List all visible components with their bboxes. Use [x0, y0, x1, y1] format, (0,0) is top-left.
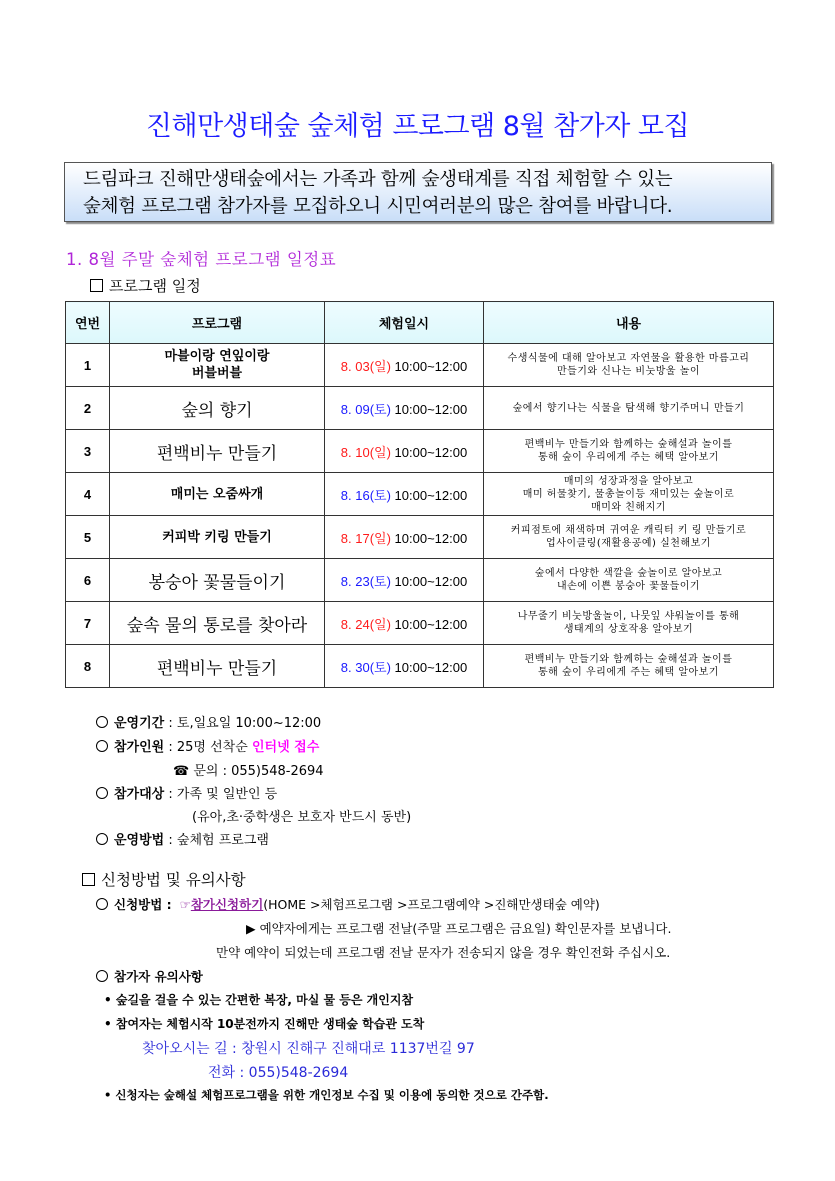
cell-no: 3 — [66, 430, 110, 473]
cell-content — [484, 387, 774, 430]
desc-line-2: 통해 숲이 우리에게 주는 혜택 알아보기 — [538, 452, 719, 463]
op-target-label: 참가대상 — [114, 787, 165, 802]
desc-line-1: 나무줄기 비눗방울놀이, 나뭇잎 샤워놀이를 통해 — [517, 611, 740, 622]
time-label: 10:00~12:00 — [394, 573, 468, 589]
directions-address: 찾아오시는 길 : 창원시 진해구 진해대로 1137번길 97 — [142, 1041, 475, 1057]
desc-line-1: 커피점토에 채색하며 귀여운 캐릭터 키 링 만들기로 — [510, 525, 747, 536]
time-label: 10:00~12:00 — [394, 659, 468, 675]
cell-no: 6 — [66, 559, 110, 602]
table-row — [66, 344, 774, 387]
cell-content — [484, 602, 774, 645]
desc-line-1: 편백비누 만들기와 함께하는 숲해설과 놀이를 — [524, 654, 733, 665]
desc-line-2: 내손에 이쁜 봉숭아 꽃물들이기 — [556, 581, 701, 592]
op-method-label: 운영방법 — [114, 833, 165, 848]
op-method-value: 숲체험 프로그램 — [176, 833, 269, 848]
section-1-heading: 1. 8월 주말 숲체험 프로그램 일정표 — [66, 250, 337, 269]
cell-no: 7 — [66, 602, 110, 645]
notice-1: ▶ 예약자에게는 프로그램 전날(주말 프로그램은 금요일) 확인문자를 보냅니다. — [246, 921, 672, 936]
intro-line-1: 드림파크 진해만생태숲에서는 가족과 함께 숲생태계를 직접 체험할 수 있는 — [83, 169, 673, 190]
pointing-hand-icon: ☞ — [179, 897, 191, 912]
schedule-subheading — [90, 275, 201, 296]
desc-line-1: 숲에서 향기나는 식물을 탐색해 향기주머니 만들기 — [512, 402, 745, 414]
table-row — [66, 387, 774, 430]
cell-content — [484, 473, 774, 516]
date-label: 8. 03(일) — [340, 358, 391, 374]
directions-phone: 전화 : 055)548-2694 — [208, 1065, 349, 1081]
table-row — [66, 516, 774, 559]
apply-method-label: 신청방법 : — [114, 897, 172, 912]
op-inquiry — [173, 760, 324, 779]
op-participants-label: 참가인원 — [114, 740, 165, 755]
op-target-note: (유아,초·중학생은 보호자 반드시 동반) — [192, 810, 412, 825]
date-label: 8. 16(토) — [340, 487, 391, 503]
header-content: 내용 — [484, 302, 774, 344]
cell-program: 숲의 향기 — [110, 387, 325, 430]
cell-datetime — [325, 602, 484, 645]
header-no: 연번 — [66, 302, 110, 344]
apply-link[interactable]: 참가신청하기 — [190, 897, 264, 912]
circle-bullet-icon — [96, 740, 108, 752]
time-label: 10:00~12:00 — [394, 444, 468, 460]
caution-heading — [96, 967, 203, 985]
caution-label: 참가자 유의사항 — [114, 969, 203, 984]
date-label: 8. 24(일) — [340, 616, 391, 632]
program-line-1: 마블이랑 연잎이랑 — [164, 349, 270, 364]
page-title: 진해만생태숲 숲체험 프로그램 8월 참가자 모집 — [145, 111, 690, 142]
time-label: 10:00~12:00 — [394, 358, 468, 374]
op-participants-value: 25명 선착순 — [176, 740, 248, 755]
cell-content — [484, 430, 774, 473]
cell-program: 숲속 물의 통로를 찾아라 — [110, 602, 325, 645]
program-line-2: 버블버블 — [191, 366, 243, 381]
cell-no: 5 — [66, 516, 110, 559]
intro-box — [64, 162, 772, 222]
schedule-subheading-label: 프로그램 일정 — [109, 277, 201, 295]
op-inquiry-text: 문의 : 055)548-2694 — [193, 764, 324, 779]
desc-line-2: 매미 허물찾기, 물총놀이등 재미있는 숲놀이로 — [522, 488, 735, 500]
op-participants: 참가인원 : 25명 선착순 인터넷 접수 — [96, 736, 319, 755]
internet-apply-highlight: 인터넷 접수 — [251, 740, 320, 755]
cell-datetime — [325, 516, 484, 559]
cell-no: 8 — [66, 645, 110, 688]
table-row — [66, 473, 774, 516]
checkbox-square-icon — [90, 279, 103, 292]
circle-bullet-icon — [96, 898, 108, 910]
apply-method — [96, 895, 600, 913]
time-label: 10:00~12:00 — [394, 401, 468, 417]
cell-program: 매미는 오줌싸개 — [110, 473, 325, 516]
desc-line-2: 만들기와 신나는 비눗방울 놀이 — [556, 366, 701, 377]
circle-bullet-icon — [96, 970, 108, 982]
op-period-value: 토,일요일 10:00~12:00 — [176, 716, 322, 731]
cell-datetime — [325, 645, 484, 688]
caution-bullet-3: • 신청자는 숲해설 체험프로그램을 위한 개인정보 수집 및 이용에 동의한 것으로 간주함. — [104, 1088, 549, 1102]
header-program: 프로그램 — [110, 302, 325, 344]
desc-line-3: 매미와 친해지기 — [591, 501, 666, 513]
time-label: 10:00~12:00 — [394, 530, 468, 546]
op-target-value: 가족 및 일반인 등 — [176, 787, 278, 802]
table-row — [66, 602, 774, 645]
desc-line-2: 생태계의 상호작용 알아보기 — [563, 624, 694, 635]
table-row — [66, 430, 774, 473]
circle-bullet-icon — [96, 787, 108, 799]
op-period-label: 운영기간 — [114, 716, 165, 731]
cell-no: 4 — [66, 473, 110, 516]
cell-content — [484, 645, 774, 688]
cell-program: 커피박 키링 만들기 — [110, 516, 325, 559]
date-label: 8. 09(토) — [340, 401, 391, 417]
desc-line-1: 편백비누 만들기와 함께하는 숲해설과 놀이를 — [524, 439, 733, 450]
cell-program — [110, 344, 325, 387]
desc-line-1: 매미의 성장과정을 알아보고 — [563, 475, 694, 487]
cell-program: 봉숭아 꽃물들이기 — [110, 559, 325, 602]
time-label: 10:00~12:00 — [394, 616, 468, 632]
op-target: 참가대상 : 가족 및 일반인 등 — [96, 783, 277, 802]
cell-no: 1 — [66, 344, 110, 387]
cell-content — [484, 516, 774, 559]
date-label: 8. 30(토) — [340, 659, 391, 675]
cell-program: 편백비누 만들기 — [110, 430, 325, 473]
cell-program: 편백비누 만들기 — [110, 645, 325, 688]
desc-line-1: 숲에서 다양한 색깔을 숲놀이로 알아보고 — [534, 568, 723, 579]
desc-line-2: 통해 숲이 우리에게 주는 혜택 알아보기 — [538, 667, 719, 678]
cell-datetime — [325, 344, 484, 387]
desc-line-2: 업사이클링(재활용공예) 실천해보기 — [546, 538, 711, 549]
caution-bullet-1: • 숲길을 걸을 수 있는 간편한 복장, 마실 물 등은 개인지참 — [104, 993, 414, 1007]
circle-bullet-icon — [96, 716, 108, 728]
checkbox-square-icon — [82, 873, 95, 886]
cell-datetime — [325, 430, 484, 473]
schedule-table — [65, 301, 774, 688]
caution-bullet-2: • 참여자는 체험시작 10분전까지 진해만 생태숲 학습관 도착 — [104, 1017, 425, 1031]
notice-2: 만약 예약이 되었는데 프로그램 전날 문자가 전송되지 않을 경우 확인전화 주십시오. — [216, 945, 671, 960]
desc-line-1: 수생식물에 대해 알아보고 자연물을 활용한 마름고리 — [507, 353, 750, 364]
cell-datetime — [325, 387, 484, 430]
date-label: 8. 23(토) — [340, 573, 391, 589]
table-row — [66, 645, 774, 688]
time-label: 10:00~12:00 — [394, 487, 468, 503]
date-label: 8. 10(일) — [340, 444, 391, 460]
phone-icon: ☎ — [173, 764, 190, 779]
table-row — [66, 559, 774, 602]
op-period: 운영기간 : 토,일요일 10:00~12:00 — [96, 712, 321, 731]
intro-line-2: 숲체험 프로그램 참가자를 모집하오니 시민여러분의 많은 참여를 바랍니다. — [83, 196, 673, 217]
cell-datetime — [325, 559, 484, 602]
section-2-heading — [82, 868, 246, 890]
header-datetime: 체험일시 — [325, 302, 484, 344]
section-2-heading-label: 신청방법 및 유의사항 — [101, 871, 246, 889]
cell-no: 2 — [66, 387, 110, 430]
op-method: 운영방법 : 숲체험 프로그램 — [96, 829, 269, 848]
circle-bullet-icon — [96, 833, 108, 845]
cell-datetime — [325, 473, 484, 516]
table-header-row — [66, 302, 774, 344]
apply-path: (HOME >체험프로그램 >프로그램예약 >진해만생태숲 예약) — [263, 897, 600, 912]
date-label: 8. 17(일) — [340, 530, 391, 546]
cell-content — [484, 559, 774, 602]
cell-content — [484, 344, 774, 387]
